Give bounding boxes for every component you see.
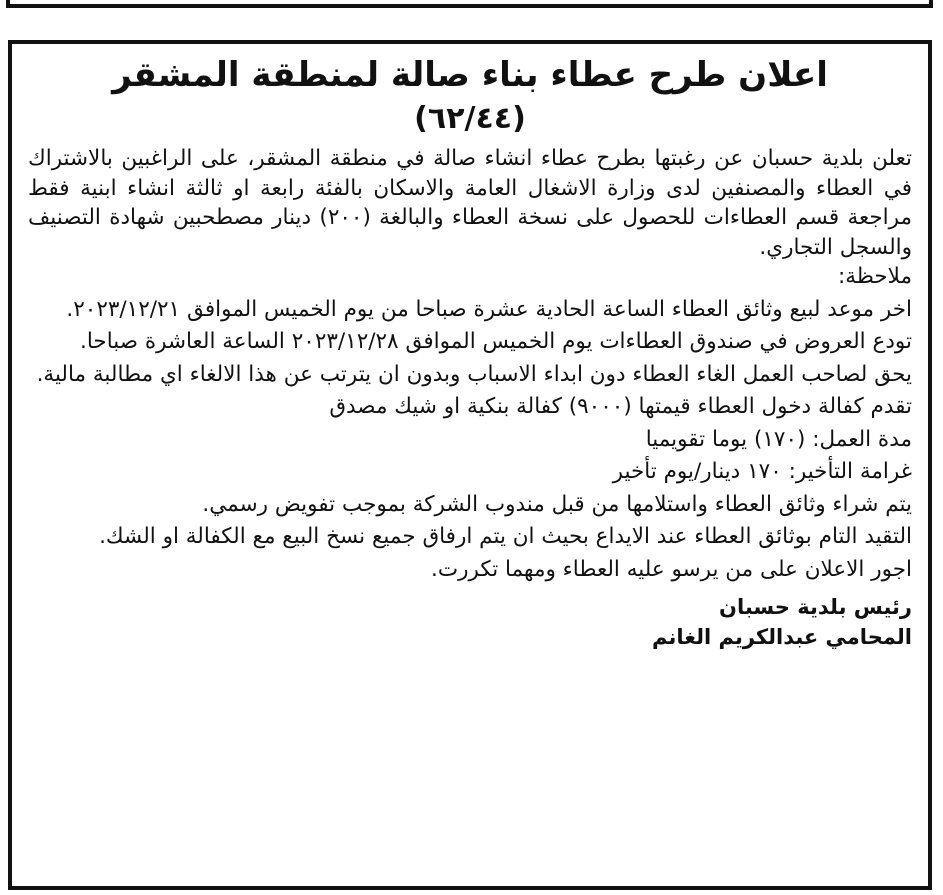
note-sale-deadline: اخر موعد لبيع وثائق العطاء الساعة الحادية عشرة صباحا من يوم الخميس الموافق ٢٠٢٣/١٢/٢١. [66,296,912,322]
announcement-title: اعلان طرح عطاء بناء صالة لمنطقة المشقر [112,55,828,95]
note-cancellation-right: يحق لصاحب العمل الغاء العطاء دون ابداء الاسباب وبدون ان يترتب عن هذا الالغاء اي مطالبة مالية. [36,361,912,387]
signature-block [28,592,912,652]
tender-announcement [8,40,932,890]
announcement-body [28,144,912,584]
previous-ad-border [6,0,933,8]
intro-paragraph: تعلن بلدية حسبان عن رغبتها بطرح عطاء انشاء صالة في منطقة المشقر، على الراغبين بالاشتراك في العطاء والمصنفين لدى وزارة الاشغال العامة والاسكان بالفئة رابعة او ثالثة انشاء ابنية فقط مراجعة قسم العطاءات للحصول على نسخة العطاء والبالغة (٢٠٠) دينار مصطحبين شهادة التصنيف والسجل التجاري. [28,146,912,260]
notes-label: ملاحظة: [837,264,912,289]
note-delay-penalty: غرامة التأخير: ١٧٠ دينار/يوم تأخير [612,459,912,484]
signatory-title: رئيس بلدية حسبان [719,595,912,619]
note-bid-bond: تقدم كفالة دخول العطاء قيمتها (٩٠٠٠) كفالة بنكية او شيك مصدق [329,394,912,419]
tender-number: (٦٢/٤٤) [414,101,526,136]
note-purchase-delegate: يتم شراء وثائق العطاء واستلامها من قبل مندوب الشركة بموجب تفويض رسمي. [202,491,912,517]
note-document-compliance: التقيد التام بوثائق العطاء عند الايداع بحيث ان يتم ارفاق جميع نسخ البيع مع الكفالة او الشك. [99,524,912,549]
signatory-name: المحامي عبدالكريم الغانم [652,625,912,649]
note-work-duration: مدة العمل: (١٧٠) يوما تقويميا [645,426,912,452]
note-ad-fees: اجور الاعلان على من يرسو عليه العطاء ومهما تكررت. [431,556,912,582]
note-submission-date: تودع العروض في صندوق العطاءات يوم الخميس الموافق ٢٠٢٣/١٢/٢٨ الساعة العاشرة صباحا. [80,329,912,354]
